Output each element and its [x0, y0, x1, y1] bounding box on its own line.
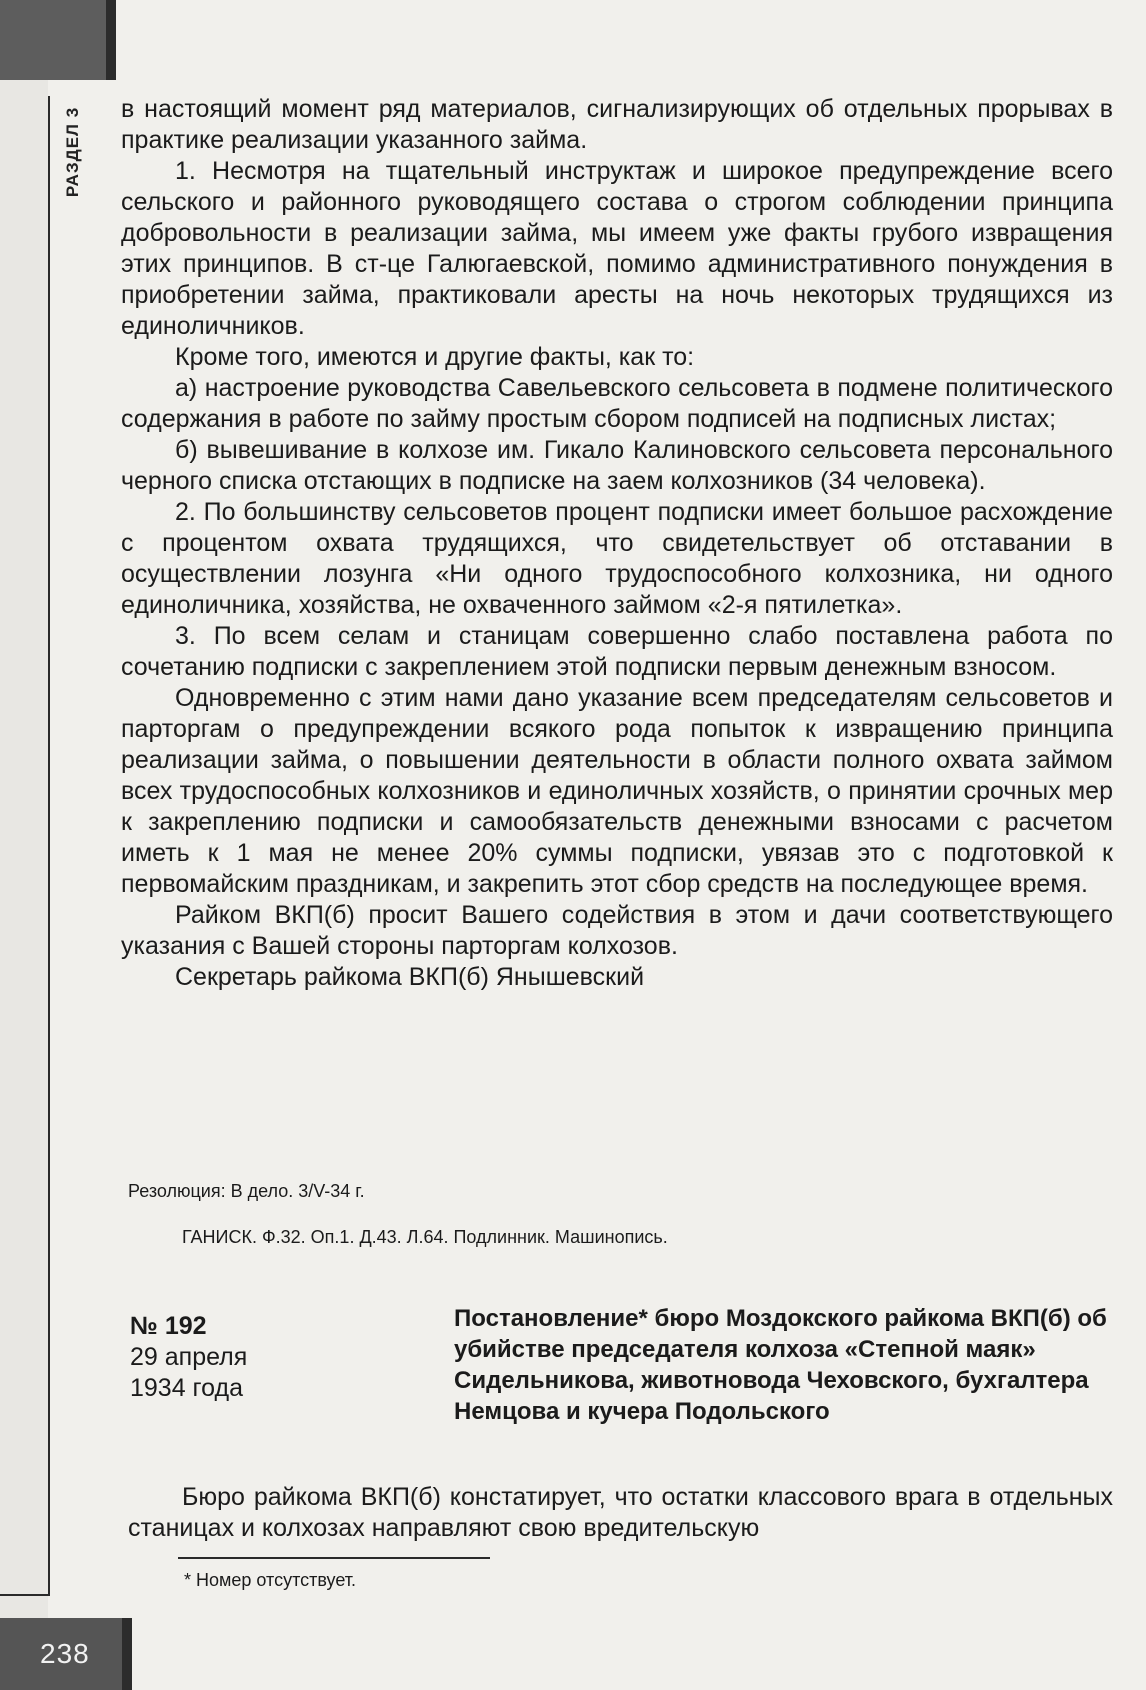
top-corner-tab: [0, 0, 116, 80]
document-date-year: 1934 года: [130, 1374, 243, 1402]
footnote-divider: [178, 1557, 490, 1559]
paragraph: Одновременно с этим нами дано указание всем председателям сельсоветов и парторгам о предупреждении всякого рода попыток к извращению принципа реализации займа, о повышении деятельности в области полного охвата займом всех трудоспособных колхозников и единоличных хозяйств, о принятии срочных мер к закреплению подписки и самообязательств денежными взносами с расчетом иметь к 1 мая не менее 20% суммы подписки, увязав это с подготовкой к первомайским праздникам, и закрепить этот сбор средств на последующее время.: [121, 684, 1113, 898]
paragraph: а) настроение руководства Савельевского сельсовета в подмене политического содержания в работе по займу простым сбором подписей на подписных листах;: [121, 374, 1113, 433]
document-intro: Бюро райкома ВКП(б) констатирует, что остатки классового врага в отдельных станицах и колхозах направляют свою вредительскую: [128, 1483, 1113, 1542]
document-date-day: 29 апреля: [130, 1343, 248, 1371]
section-label-text: РАЗДЕЛ 3: [63, 106, 83, 198]
section-label: [60, 92, 86, 212]
paragraph: Кроме того, имеются и другие факты, как то:: [175, 343, 695, 371]
margin-band: [0, 80, 48, 1620]
document-meta: [130, 1311, 430, 1404]
resolution-note: Резолюция: В дело. 3/V-34 г.: [128, 1181, 365, 1201]
footnote: * Номер отсутствует.: [184, 1570, 356, 1590]
document-number: № 192: [130, 1312, 207, 1340]
body-text: [121, 94, 1113, 993]
paragraph: 2. По большинству сельсоветов процент подписки имеет большое расхождение с процентом охвата трудящихся, что свидетельствует об отставании в осуществлении лозунга «Ни одного трудоспособного колхозника, ни одного единоличника, хозяйства, не охваченного займом «2-я пятилетка».: [121, 498, 1113, 619]
paragraph: 3. По всем селам и станицам совершенно слабо поставлена работа по сочетанию подписки с закреплением этой подписки первым денежным взносом.: [121, 622, 1113, 681]
document-title: Постановление* бюро Моздокского райкома ВКП(б) об убийстве председателя колхоза «Степной маяк» Сидельникова, животновода Чеховского, бухгалтера Немцова и кучера Подольского: [454, 1305, 1107, 1425]
paragraph: 1. Несмотря на тщательный инструктаж и широкое предупреждение всего сельского и районного руководящего состава о строгом соблюдении принципа добровольности в реализации займа, мы имеем уже факты грубого извращения этих принципов. В ст-це Галюгаевской, помимо административного понуждения в приобретении займа, практиковали аресты на ночь некоторых трудящихся из единоличников.: [121, 157, 1113, 340]
archive-source: ГАНИСК. Ф.32. Оп.1. Д.43. Л.64. Подлинник. Машинопись.: [182, 1227, 668, 1247]
margin-rule: [48, 96, 50, 1596]
paragraph: б) вывешивание в колхозе им. Гикало Калиновского сельсовета персонального черного списка отстающих в подписке на заем колхозников (34 человека).: [121, 436, 1113, 495]
signature-line: Секретарь райкома ВКП(б) Янышевский: [175, 963, 645, 991]
paragraph: Райком ВКП(б) просит Вашего содействия в этом и дачи соответствующего указания с Вашей стороны парторгам колхозов.: [121, 901, 1113, 960]
margin-rule-bottom: [0, 1594, 50, 1596]
paragraph: в настоящий момент ряд материалов, сигнализирующих об отдельных прорывах в практике реализации указанного займа.: [121, 95, 1113, 154]
page-number: 238: [40, 1638, 90, 1669]
